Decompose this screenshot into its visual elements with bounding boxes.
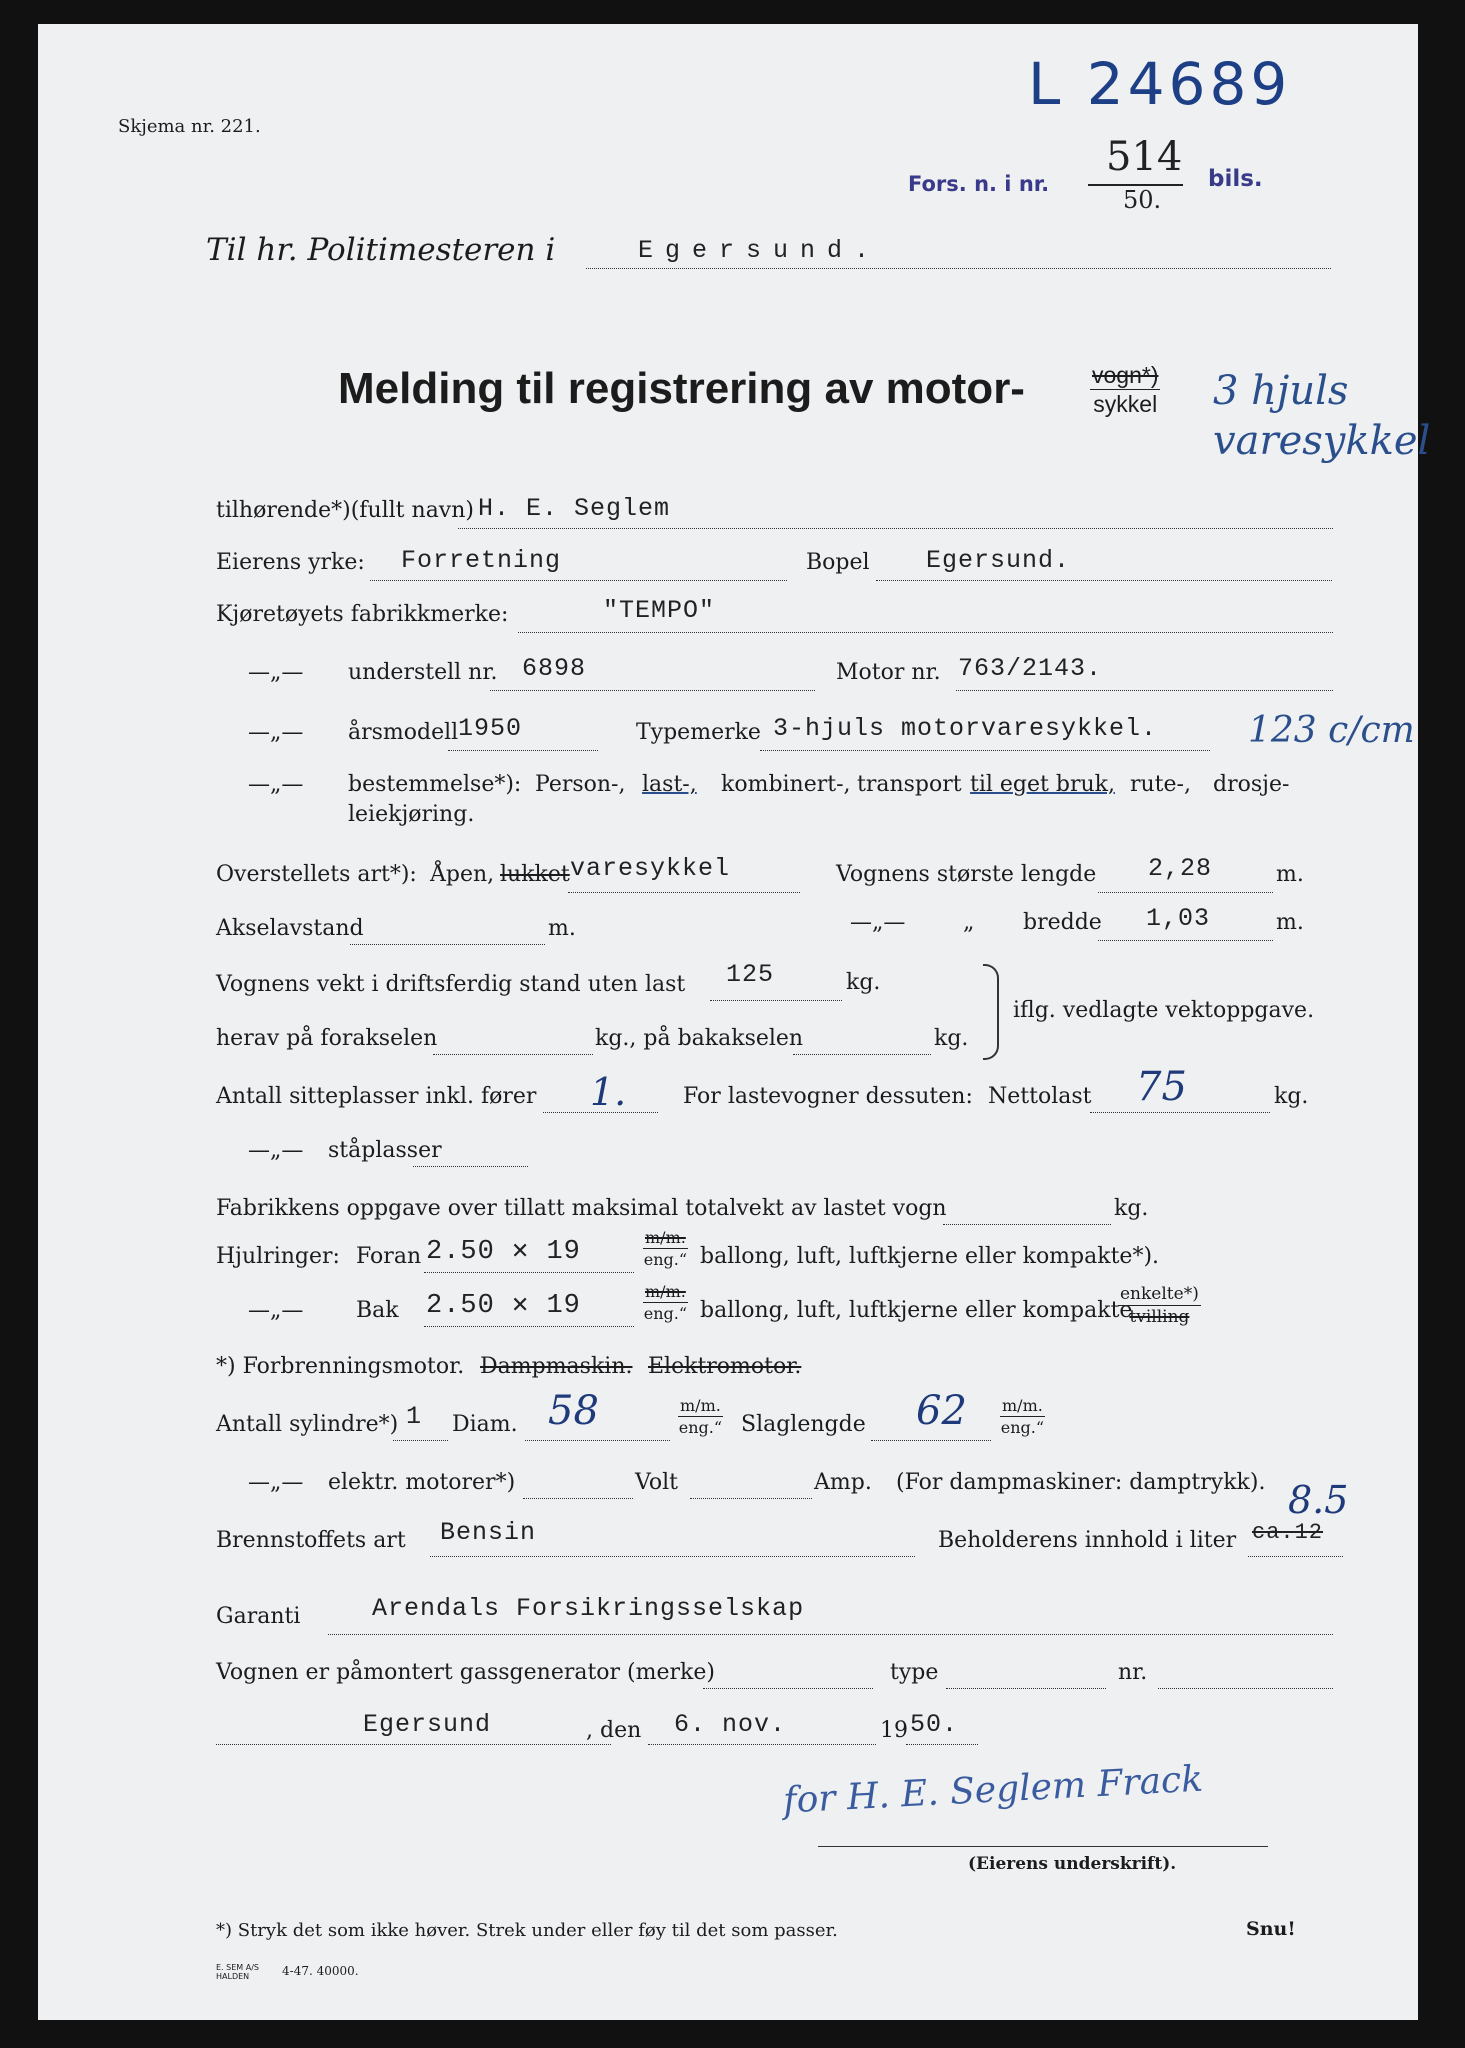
stroke-unit-bottom: eng.“	[1000, 1418, 1045, 1437]
ditto-model-year: —„—	[248, 720, 304, 745]
purpose-taxi: drosje-	[1213, 772, 1290, 797]
volt-label: Volt	[635, 1470, 678, 1495]
fuel-line	[430, 1556, 915, 1557]
type-label: Typemerke	[636, 720, 761, 745]
standing-label: ståplasser	[328, 1138, 442, 1163]
turn-over-note: Snu!	[1246, 1918, 1296, 1940]
tires-rear-twin: tvilling	[1129, 1307, 1190, 1327]
electric-motors-label: elektr. motorer*)	[328, 1470, 516, 1495]
motor-number-line	[956, 690, 1333, 691]
registration-stamp-sub: 50.	[1123, 186, 1162, 214]
title-vehicle-type	[1090, 364, 1160, 416]
max-weight-line	[943, 1224, 1111, 1225]
stroke-value: 62	[916, 1388, 967, 1434]
tires-rear-unit-bottom: eng.“	[643, 1304, 688, 1323]
tires-front-value: 2.50 ✕ 19	[426, 1237, 581, 1267]
tank-value-corrected: 8.5	[1288, 1478, 1349, 1522]
tires-rear-types: ballong, luft, luftkjerne eller kompakte	[700, 1298, 1133, 1323]
occupation-line	[370, 580, 787, 581]
registration-stamp-number: 514	[1106, 134, 1183, 180]
tires-front-unit-top: m/m.	[645, 1228, 686, 1247]
registration-stamp-text: Fors. n. i nr.	[908, 172, 1050, 196]
fuel-value: Bensin	[440, 1518, 537, 1547]
gas-type-line	[946, 1688, 1106, 1689]
seats-value: 1.	[590, 1070, 627, 1114]
tires-front-label: Foran	[356, 1244, 422, 1269]
seats-label: Antall sitteplasser inkl. fører	[216, 1084, 537, 1109]
front-axle-line	[433, 1054, 593, 1055]
gas-generator-label: Vognen er påmontert gassgenerator (merke)	[216, 1660, 715, 1685]
archive-reference: L 24689	[1028, 50, 1292, 118]
purpose-own-use: til eget bruk,	[970, 772, 1115, 797]
occupation-value: Forretning	[401, 546, 562, 575]
model-year-label: årsmodell	[348, 720, 459, 745]
printer-code: 4-47. 40000.	[282, 1964, 359, 1978]
width-unit: m.	[1276, 910, 1304, 935]
model-year-value: 1950	[458, 714, 523, 743]
cargo-label: For lastevogner dessuten:	[683, 1084, 973, 1109]
stroke-line	[871, 1440, 991, 1441]
owner-label: tilhørende*)(fullt navn)	[216, 498, 474, 523]
length-line	[1098, 892, 1273, 893]
motor-number-label: Motor nr.	[836, 660, 941, 685]
residence-line	[876, 580, 1332, 581]
purpose-person: Person-,	[535, 772, 626, 797]
residence-label: Bopel	[806, 550, 870, 575]
diameter-unit-top: m/m.	[680, 1396, 721, 1415]
title-option-sykkel: sykkel	[1093, 391, 1158, 417]
date-den: , den	[586, 1718, 642, 1743]
tires-rear-label: Bak	[356, 1298, 399, 1323]
rear-axle-label: kg., på bakakselen	[595, 1026, 804, 1051]
ditto-standing: —„—	[248, 1138, 304, 1163]
addressee-label: Til hr. Politimesteren i	[206, 232, 556, 268]
body-open: Åpen,	[430, 862, 495, 887]
steam-pressure-note: (For dampmaskiner: damptrykk).	[896, 1470, 1266, 1495]
diameter-unit	[678, 1398, 723, 1436]
stroke-label: Slaglengde	[741, 1412, 866, 1437]
tires-rear-unit	[643, 1284, 688, 1322]
front-axle-label: herav på forakselen	[216, 1026, 438, 1051]
engine-combustion: *) Forbrenningsmotor.	[216, 1354, 465, 1379]
date-value: 6. nov.	[674, 1710, 787, 1739]
tank-label: Beholderens innhold i liter	[938, 1528, 1237, 1553]
make-value: "TEMPO"	[603, 596, 716, 625]
occupation-label: Eierens yrke:	[216, 550, 365, 575]
purpose-last: last-,	[642, 772, 697, 797]
amp-label: Amp.	[814, 1470, 872, 1495]
weight-brace	[983, 964, 999, 1060]
form-sheet	[38, 24, 1431, 2020]
printer-line1: E. SEM A/S	[216, 1963, 259, 1972]
printer-mark	[216, 1964, 259, 1982]
chassis-value: 6898	[522, 654, 587, 683]
engine-steam: Dampmaskin.	[480, 1354, 633, 1379]
type-value: 3-hjuls motorvaresykkel.	[773, 714, 1158, 743]
purpose-hire: leiekjøring.	[348, 802, 475, 827]
diameter-value: 58	[548, 1388, 599, 1434]
title-handwritten-note: 3 hjuls varesykkel	[1213, 368, 1431, 464]
addressee-line	[586, 268, 1331, 269]
rear-axle-line	[793, 1054, 931, 1055]
make-line	[518, 632, 1333, 633]
tires-rear-line	[424, 1326, 634, 1327]
weight-line	[710, 1000, 842, 1001]
residence-value: Egersund.	[926, 546, 1071, 575]
weight-value: 125	[726, 960, 775, 989]
diameter-line	[525, 1440, 670, 1441]
signature-line	[818, 1846, 1268, 1847]
diameter-label: Diam.	[452, 1412, 518, 1437]
tires-rear-value: 2.50 ✕ 19	[426, 1291, 581, 1321]
stroke-unit-top: m/m.	[1002, 1396, 1043, 1415]
standing-line	[413, 1166, 528, 1167]
max-weight-unit: kg.	[1114, 1196, 1149, 1221]
tires-front-unit	[643, 1230, 688, 1268]
net-load-unit: kg.	[1274, 1084, 1309, 1109]
purpose-combined: kombinert-,	[721, 772, 851, 797]
ditto-electric: —„—	[248, 1470, 304, 1495]
body-closed: lukket	[500, 862, 570, 887]
year-line	[906, 1744, 978, 1745]
motor-number-value: 763/2143.	[958, 654, 1103, 683]
model-year-line	[448, 750, 598, 751]
engine-volume-handwritten: 123 c/cm	[1248, 710, 1415, 751]
registration-stamp-suffix: bils.	[1208, 166, 1263, 192]
wheelbase-label: Akselavstand	[216, 916, 364, 941]
form-title: Melding til registrering av motor-	[338, 364, 1025, 413]
stroke-unit	[1000, 1398, 1045, 1436]
cylinders-value: 1	[406, 1402, 423, 1431]
type-line	[760, 750, 1210, 751]
tires-rear-single: enkelte*)	[1120, 1284, 1199, 1304]
length-label: Vognens største lengde	[836, 862, 1097, 887]
length-unit: m.	[1276, 862, 1304, 887]
addressee-value: Egersund.	[638, 236, 882, 265]
tires-front-types: ballong, luft, luftkjerne eller kompakte*).	[700, 1244, 1160, 1269]
purpose-label: bestemmelse*):	[348, 772, 522, 797]
body-label: Overstellets art*):	[216, 862, 417, 887]
insurance-label: Garanti	[216, 1604, 301, 1629]
gas-nr-line	[1158, 1688, 1333, 1689]
rear-axle-unit: kg.	[934, 1026, 969, 1051]
footnote: *) Stryk det som ikke høver. Strek under eller føy til det som passer.	[216, 1920, 838, 1941]
make-label: Kjøretøyets fabrikkmerke:	[216, 602, 509, 627]
year-prefix: 19	[880, 1718, 908, 1743]
year-value: 50.	[910, 1710, 959, 1739]
ditto-quote-width: „	[963, 910, 975, 935]
width-label: bredde	[1023, 910, 1102, 935]
tires-rear-mount	[1118, 1286, 1201, 1326]
max-weight-label: Fabrikkens oppgave over tillatt maksimal totalvekt av lastet vogn	[216, 1196, 947, 1221]
wheelbase-line	[350, 944, 545, 945]
tank-value-struck: ca.12	[1252, 1520, 1324, 1545]
ditto-purpose: —„—	[248, 772, 304, 797]
cylinders-label: Antall sylindre*)	[216, 1412, 399, 1437]
width-line	[1098, 940, 1273, 941]
diameter-unit-bottom: eng.“	[678, 1418, 723, 1437]
insurance-value: Arendals Forsikringsselskap	[372, 1594, 805, 1623]
purpose-route: rute-,	[1130, 772, 1191, 797]
gas-nr-label: nr.	[1118, 1660, 1148, 1685]
purpose-transport: transport	[857, 772, 962, 797]
gas-type-label: type	[890, 1660, 939, 1685]
weight-unit: kg.	[846, 970, 881, 995]
amp-line	[690, 1498, 812, 1499]
date-line	[648, 1744, 876, 1745]
place-line	[216, 1744, 611, 1745]
form-number: Skjema nr. 221.	[118, 116, 261, 137]
chassis-label: understell nr.	[348, 660, 498, 685]
printer-line2: HALDEN	[216, 1971, 250, 1981]
tires-front-line	[424, 1272, 634, 1273]
weight-note: iflg. vedlagte vektoppgave.	[1013, 998, 1315, 1023]
width-value: 1,03	[1146, 904, 1211, 933]
ditto-tires-rear: —„—	[248, 1298, 304, 1323]
tires-label: Hjulringer:	[216, 1244, 340, 1269]
tires-front-unit-bottom: eng.“	[643, 1250, 688, 1269]
tires-rear-unit-top: m/m.	[645, 1282, 686, 1301]
fuel-label: Brennstoffets art	[216, 1528, 406, 1553]
body-line	[568, 892, 800, 893]
ditto-width: —„—	[850, 910, 906, 935]
owner-value: H. E. Seglem	[478, 494, 671, 523]
cylinders-line	[393, 1440, 448, 1441]
insurance-line	[328, 1634, 1333, 1635]
chassis-line	[490, 690, 815, 691]
ditto-chassis: —„—	[248, 660, 304, 685]
owner-line	[458, 528, 1333, 529]
length-value: 2,28	[1148, 854, 1213, 883]
net-load-line	[1090, 1112, 1270, 1113]
net-load-label: Nettolast	[988, 1084, 1092, 1109]
signature-caption: (Eierens underskrift).	[968, 1854, 1177, 1874]
net-load-value: 75	[1136, 1064, 1187, 1110]
wheelbase-unit: m.	[548, 916, 576, 941]
volt-line	[523, 1498, 633, 1499]
owner-signature: for H. E. Seglem Frack	[782, 1758, 1204, 1822]
weight-label: Vognens vekt i driftsferdig stand uten last	[216, 972, 686, 997]
body-value: varesykkel	[570, 854, 731, 883]
gas-generator-line	[703, 1688, 873, 1689]
title-option-vogn: vogn*)	[1092, 362, 1159, 388]
engine-electric: Elektromotor.	[648, 1354, 802, 1379]
place-value: Egersund	[363, 1710, 492, 1739]
tank-line	[1248, 1556, 1343, 1557]
